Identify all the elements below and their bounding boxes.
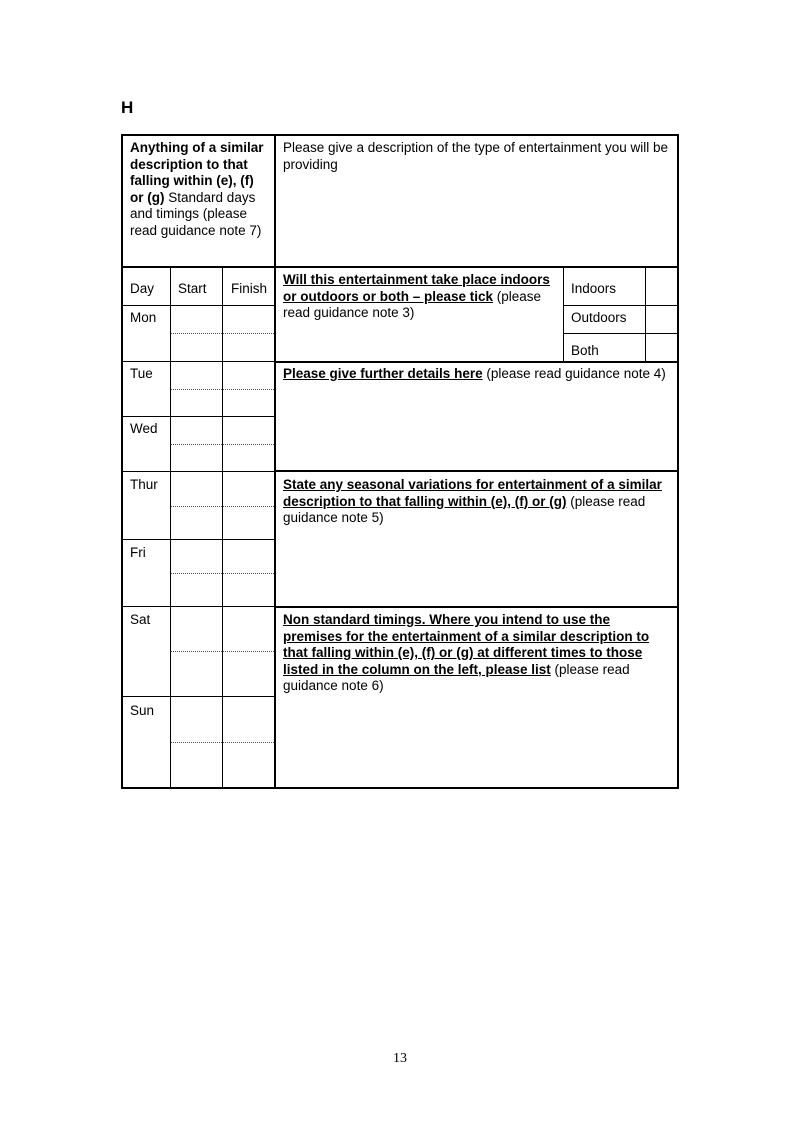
non-standard-note: (please read guidance note 6) (283, 661, 630, 693)
further-details-note: (please read guidance note 4) (482, 366, 666, 381)
non-standard-bold: Non standard timings. Where you intend to use the premises for the entertainment of a similar description to that falling within (e), (f) or (g) at different times to those listed in the column on the left, please list (283, 612, 650, 677)
location-question-bold: Will this entertainment take place indoors or outdoors or both – please tick (283, 272, 550, 304)
non-standard-prompt (283, 612, 673, 695)
section-letter: H (121, 98, 134, 117)
day-label-thur: Thur (130, 477, 158, 492)
outdoors-tick-box[interactable] (646, 307, 676, 331)
location-question-note: (please read guidance note 3) (283, 288, 542, 320)
day-label-fri: Fri (130, 545, 146, 560)
section-heading-bold: Anything of a similar description to that falling within (e), (f) or (g) (130, 140, 264, 205)
further-details-bold: Please give further details here (283, 366, 483, 381)
further-details-prompt (283, 366, 673, 383)
day-label-sat: Sat (130, 612, 151, 627)
day-label-wed: Wed (130, 421, 158, 436)
page-number: 13 (393, 1051, 407, 1066)
location-question (283, 272, 558, 322)
start-column-header: Start (178, 281, 207, 296)
section-heading (130, 140, 270, 239)
option-outdoors-label: Outdoors (571, 310, 627, 325)
finish-column-header: Finish (231, 281, 268, 296)
seasonal-note: (please read guidance note 5) (283, 493, 646, 525)
seasonal-prompt (283, 477, 673, 527)
option-indoors-label: Indoors (571, 281, 617, 296)
description-field[interactable] (283, 176, 673, 262)
day-label-sun: Sun (130, 703, 155, 718)
day-label-mon: Mon (130, 310, 157, 325)
seasonal-bold: State any seasonal variations for entertainment of a similar description to that falling within (e), (f) or (g) (283, 477, 662, 509)
indoors-tick-box[interactable] (646, 271, 676, 295)
both-tick-box[interactable] (646, 336, 676, 360)
day-label-tue: Tue (130, 366, 153, 381)
description-prompt: Please give a description of the type of entertainment you will be providing (283, 140, 668, 172)
option-both-label: Both (571, 343, 599, 358)
day-column-header: Day (130, 281, 155, 296)
section-heading-note: Standard days and timings (please read guidance note 7) (130, 189, 262, 238)
